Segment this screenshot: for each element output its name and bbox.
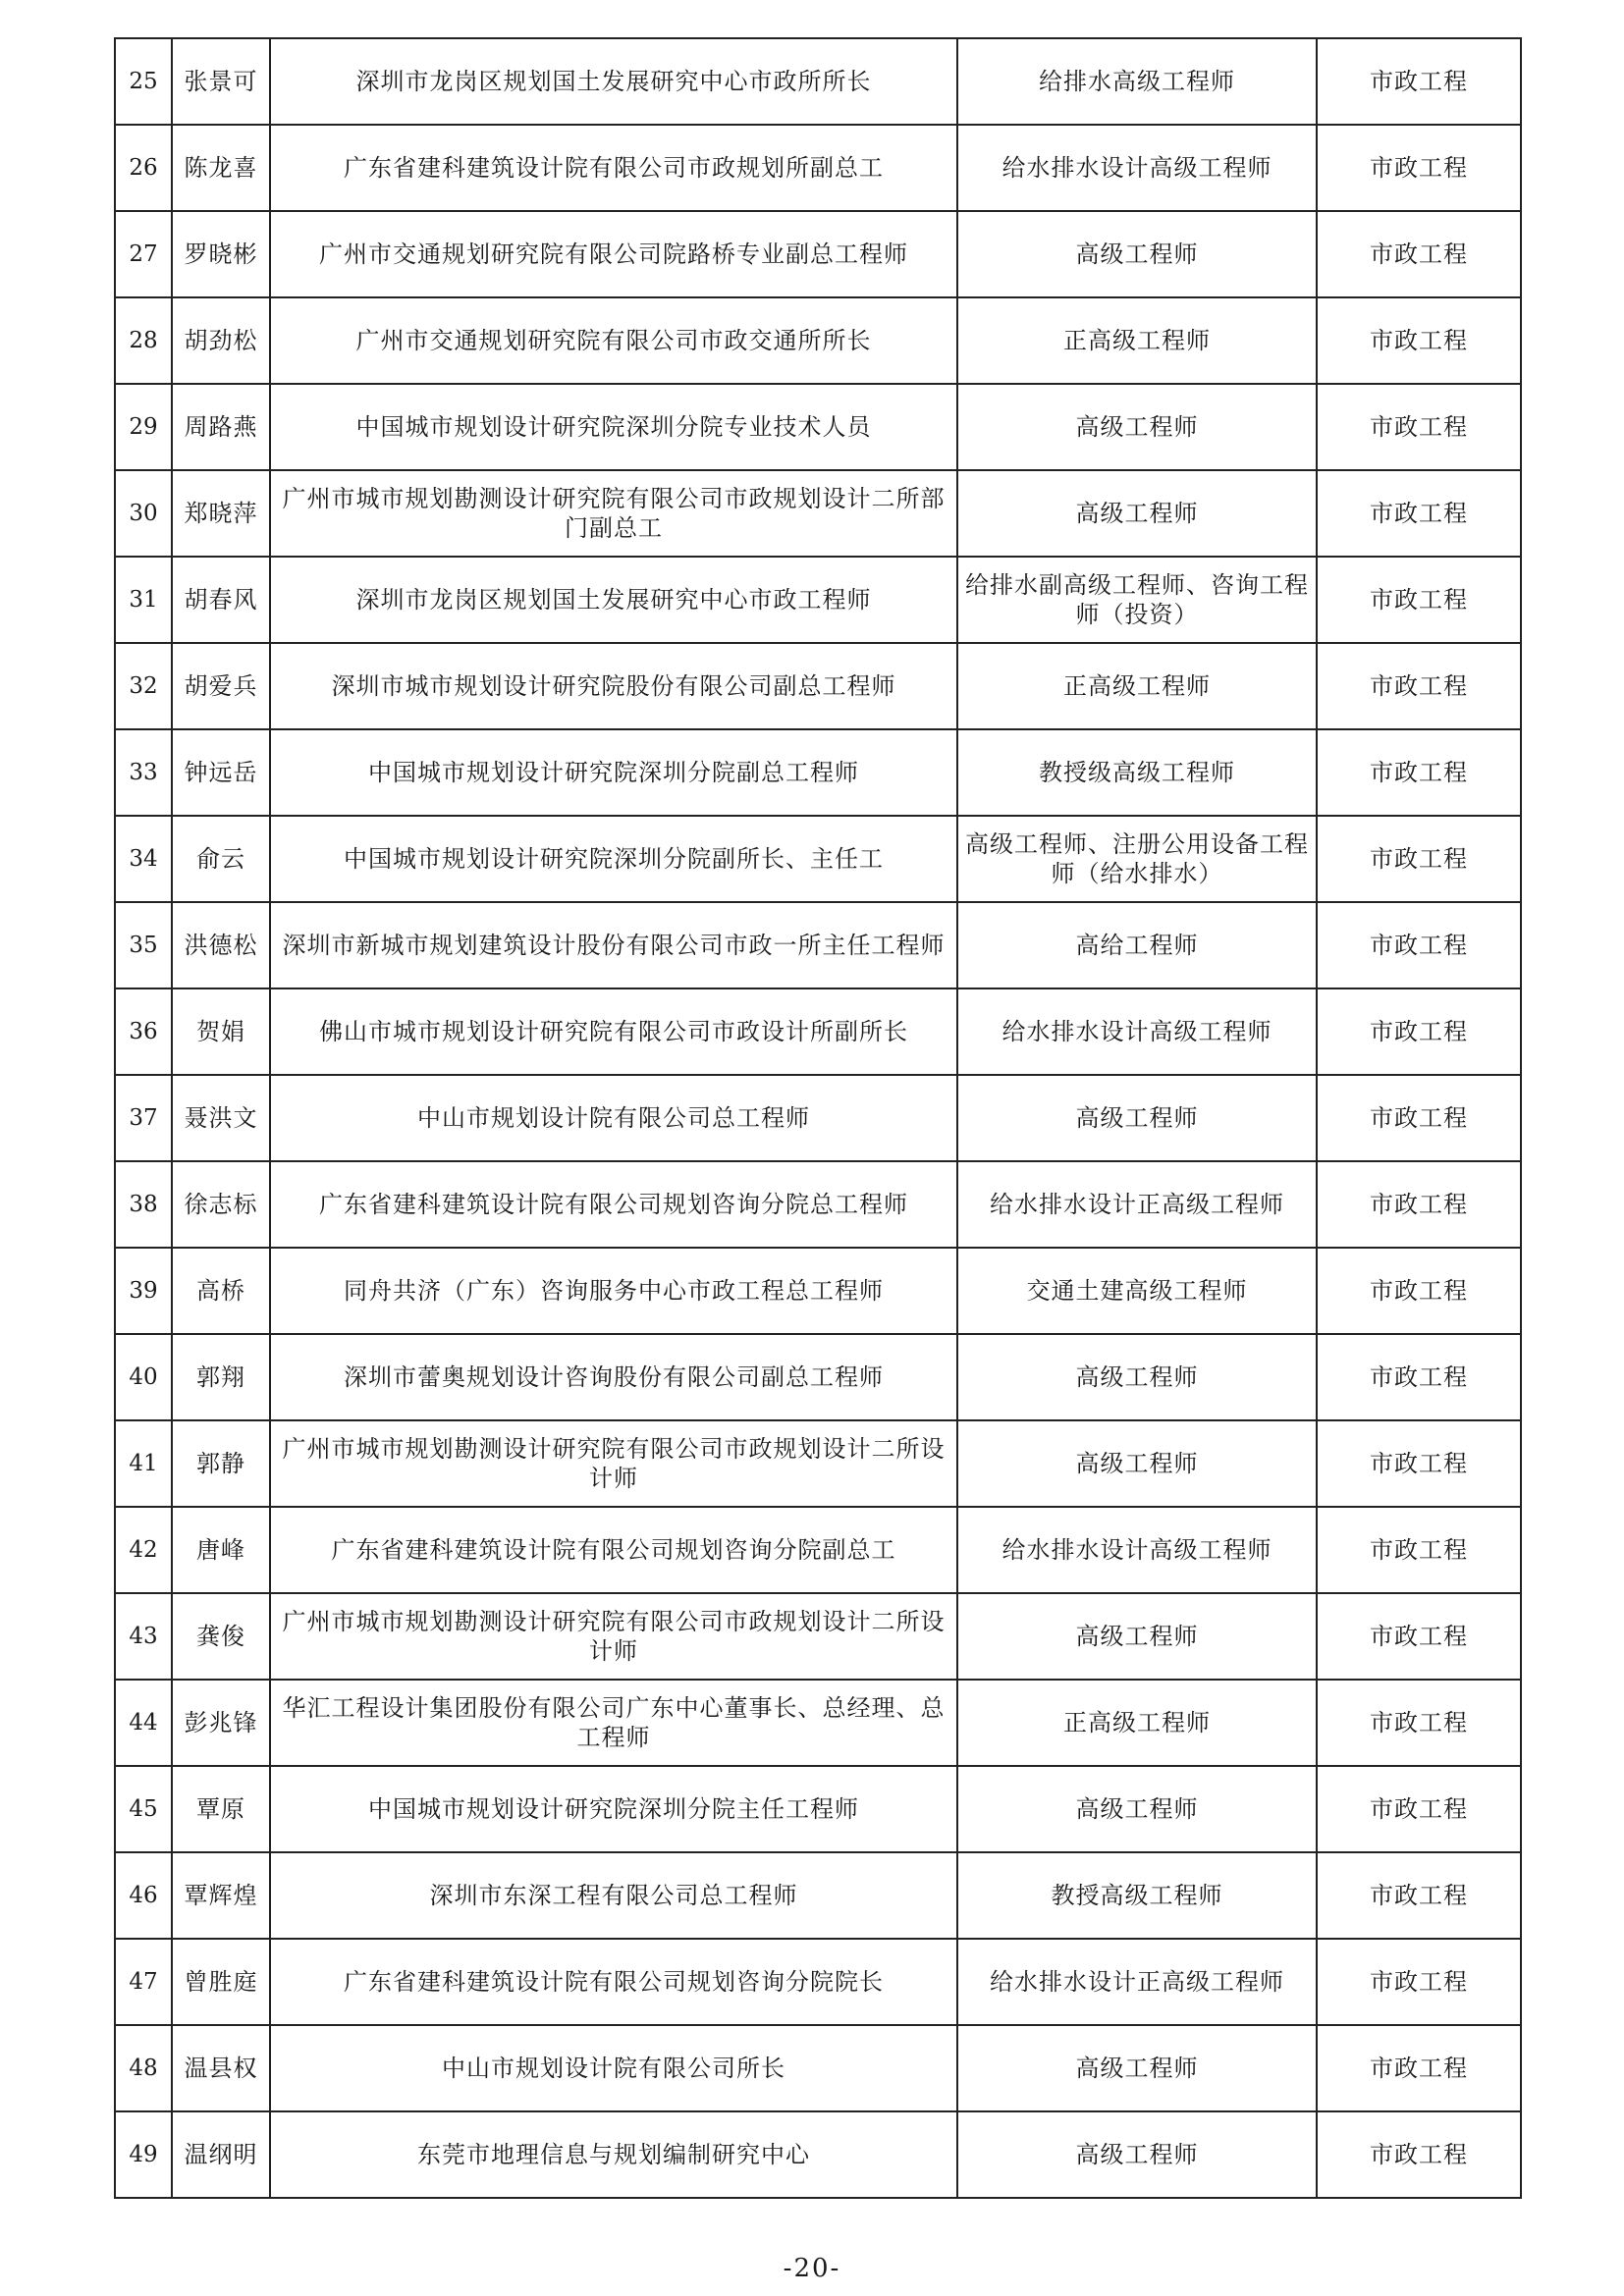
row-number: 27 bbox=[115, 211, 172, 297]
row-number: 46 bbox=[115, 1852, 172, 1939]
affiliation-title: 深圳市龙岗区规划国土发展研究中心市政所所长 bbox=[270, 38, 957, 125]
specialty-category: 市政工程 bbox=[1317, 125, 1521, 211]
affiliation-title: 深圳市龙岗区规划国土发展研究中心市政工程师 bbox=[270, 557, 957, 643]
specialty-category: 市政工程 bbox=[1317, 816, 1521, 902]
professional-qualification: 教授级高级工程师 bbox=[957, 729, 1317, 816]
row-number: 44 bbox=[115, 1680, 172, 1766]
professional-qualification: 高级工程师 bbox=[957, 470, 1317, 557]
row-number: 41 bbox=[115, 1420, 172, 1507]
specialty-category: 市政工程 bbox=[1317, 1420, 1521, 1507]
table-row bbox=[115, 816, 1521, 902]
table-row bbox=[115, 1939, 1521, 2025]
row-number: 38 bbox=[115, 1161, 172, 1248]
person-name: 龚俊 bbox=[172, 1593, 270, 1680]
person-name: 聂洪文 bbox=[172, 1075, 270, 1161]
person-name: 陈龙喜 bbox=[172, 125, 270, 211]
affiliation-title: 中国城市规划设计研究院深圳分院专业技术人员 bbox=[270, 384, 957, 470]
professional-qualification: 高级工程师 bbox=[957, 384, 1317, 470]
row-number: 33 bbox=[115, 729, 172, 816]
row-number: 34 bbox=[115, 816, 172, 902]
table-row bbox=[115, 125, 1521, 211]
person-name: 张景可 bbox=[172, 38, 270, 125]
specialty-category: 市政工程 bbox=[1317, 1075, 1521, 1161]
affiliation-title: 中山市规划设计院有限公司所长 bbox=[270, 2025, 957, 2111]
specialty-category: 市政工程 bbox=[1317, 729, 1521, 816]
professional-qualification: 正高级工程师 bbox=[957, 297, 1317, 384]
person-name: 温纲明 bbox=[172, 2111, 270, 2198]
person-name: 周路燕 bbox=[172, 384, 270, 470]
roster-body bbox=[115, 38, 1521, 2198]
table-row bbox=[115, 1334, 1521, 1420]
professional-qualification: 给水排水设计高级工程师 bbox=[957, 125, 1317, 211]
affiliation-title: 广州市交通规划研究院有限公司市政交通所所长 bbox=[270, 297, 957, 384]
table-row bbox=[115, 557, 1521, 643]
row-number: 43 bbox=[115, 1593, 172, 1680]
row-number: 45 bbox=[115, 1766, 172, 1852]
table-row bbox=[115, 1507, 1521, 1593]
table-row bbox=[115, 211, 1521, 297]
professional-qualification: 给水排水设计高级工程师 bbox=[957, 1507, 1317, 1593]
table-row bbox=[115, 902, 1521, 988]
row-number: 49 bbox=[115, 2111, 172, 2198]
affiliation-title: 东莞市地理信息与规划编制研究中心 bbox=[270, 2111, 957, 2198]
table-row bbox=[115, 1852, 1521, 1939]
professional-qualification: 高给工程师 bbox=[957, 902, 1317, 988]
person-name: 贺娟 bbox=[172, 988, 270, 1075]
row-number: 26 bbox=[115, 125, 172, 211]
professional-qualification: 高级工程师 bbox=[957, 211, 1317, 297]
row-number: 35 bbox=[115, 902, 172, 988]
affiliation-title: 深圳市城市规划设计研究院股份有限公司副总工程师 bbox=[270, 643, 957, 729]
person-name: 胡爱兵 bbox=[172, 643, 270, 729]
person-name: 高桥 bbox=[172, 1248, 270, 1334]
affiliation-title: 中国城市规划设计研究院深圳分院副所长、主任工 bbox=[270, 816, 957, 902]
row-number: 37 bbox=[115, 1075, 172, 1161]
table-row bbox=[115, 2111, 1521, 2198]
table-row bbox=[115, 988, 1521, 1075]
person-name: 胡春风 bbox=[172, 557, 270, 643]
professional-qualification: 给水排水设计高级工程师 bbox=[957, 988, 1317, 1075]
table-row bbox=[115, 1420, 1521, 1507]
specialty-category: 市政工程 bbox=[1317, 1334, 1521, 1420]
specialty-category: 市政工程 bbox=[1317, 2025, 1521, 2111]
row-number: 39 bbox=[115, 1248, 172, 1334]
row-number: 31 bbox=[115, 557, 172, 643]
person-name: 温县权 bbox=[172, 2025, 270, 2111]
professional-qualification: 正高级工程师 bbox=[957, 1680, 1317, 1766]
person-name: 钟远岳 bbox=[172, 729, 270, 816]
row-number: 40 bbox=[115, 1334, 172, 1420]
professional-qualification: 高级工程师 bbox=[957, 2025, 1317, 2111]
table-row bbox=[115, 297, 1521, 384]
specialty-category: 市政工程 bbox=[1317, 1507, 1521, 1593]
professional-qualification: 高级工程师 bbox=[957, 1334, 1317, 1420]
roster-sheet bbox=[114, 37, 1520, 2199]
person-name: 洪德松 bbox=[172, 902, 270, 988]
specialty-category: 市政工程 bbox=[1317, 1593, 1521, 1680]
table-row bbox=[115, 2025, 1521, 2111]
table-row bbox=[115, 1766, 1521, 1852]
professional-qualification: 高级工程师、注册公用设备工程师（给水排水） bbox=[957, 816, 1317, 902]
specialty-category: 市政工程 bbox=[1317, 38, 1521, 125]
affiliation-title: 佛山市城市规划设计研究院有限公司市政设计所副所长 bbox=[270, 988, 957, 1075]
row-number: 28 bbox=[115, 297, 172, 384]
person-name: 胡劲松 bbox=[172, 297, 270, 384]
table-row bbox=[115, 729, 1521, 816]
person-name: 唐峰 bbox=[172, 1507, 270, 1593]
table-row bbox=[115, 1680, 1521, 1766]
person-name: 郭静 bbox=[172, 1420, 270, 1507]
professional-qualification: 高级工程师 bbox=[957, 1766, 1317, 1852]
professional-qualification: 高级工程师 bbox=[957, 1075, 1317, 1161]
table-row bbox=[115, 1248, 1521, 1334]
affiliation-title: 中国城市规划设计研究院深圳分院主任工程师 bbox=[270, 1766, 957, 1852]
specialty-category: 市政工程 bbox=[1317, 557, 1521, 643]
affiliation-title: 中山市规划设计院有限公司总工程师 bbox=[270, 1075, 957, 1161]
professional-qualification: 正高级工程师 bbox=[957, 643, 1317, 729]
table-row bbox=[115, 1161, 1521, 1248]
table-row bbox=[115, 1593, 1521, 1680]
affiliation-title: 同舟共济（广东）咨询服务中心市政工程总工程师 bbox=[270, 1248, 957, 1334]
specialty-category: 市政工程 bbox=[1317, 1248, 1521, 1334]
person-name: 郑晓萍 bbox=[172, 470, 270, 557]
specialty-category: 市政工程 bbox=[1317, 988, 1521, 1075]
affiliation-title: 广州市城市规划勘测设计研究院有限公司市政规划设计二所部门副总工 bbox=[270, 470, 957, 557]
professional-qualification: 给排水高级工程师 bbox=[957, 38, 1317, 125]
specialty-category: 市政工程 bbox=[1317, 297, 1521, 384]
row-number: 36 bbox=[115, 988, 172, 1075]
affiliation-title: 广东省建科建筑设计院有限公司规划咨询分院总工程师 bbox=[270, 1161, 957, 1248]
person-name: 彭兆锋 bbox=[172, 1680, 270, 1766]
person-name: 曾胜庭 bbox=[172, 1939, 270, 2025]
specialty-category: 市政工程 bbox=[1317, 384, 1521, 470]
affiliation-title: 深圳市蕾奥规划设计咨询股份有限公司副总工程师 bbox=[270, 1334, 957, 1420]
row-number: 32 bbox=[115, 643, 172, 729]
professional-qualification: 给水排水设计正高级工程师 bbox=[957, 1161, 1317, 1248]
specialty-category: 市政工程 bbox=[1317, 1680, 1521, 1766]
page-number: -20- bbox=[783, 2254, 841, 2283]
table-row bbox=[115, 384, 1521, 470]
affiliation-title: 广州市城市规划勘测设计研究院有限公司市政规划设计二所设计师 bbox=[270, 1593, 957, 1680]
affiliation-title: 深圳市东深工程有限公司总工程师 bbox=[270, 1852, 957, 1939]
person-name: 覃辉煌 bbox=[172, 1852, 270, 1939]
person-name: 罗晓彬 bbox=[172, 211, 270, 297]
row-number: 29 bbox=[115, 384, 172, 470]
affiliation-title: 深圳市新城市规划建筑设计股份有限公司市政一所主任工程师 bbox=[270, 902, 957, 988]
professional-qualification: 高级工程师 bbox=[957, 2111, 1317, 2198]
person-name: 覃原 bbox=[172, 1766, 270, 1852]
professional-qualification: 高级工程师 bbox=[957, 1420, 1317, 1507]
specialty-category: 市政工程 bbox=[1317, 2111, 1521, 2198]
specialty-category: 市政工程 bbox=[1317, 902, 1521, 988]
table-row bbox=[115, 470, 1521, 557]
row-number: 30 bbox=[115, 470, 172, 557]
row-number: 25 bbox=[115, 38, 172, 125]
specialty-category: 市政工程 bbox=[1317, 1161, 1521, 1248]
professional-qualification: 交通土建高级工程师 bbox=[957, 1248, 1317, 1334]
affiliation-title: 广东省建科建筑设计院有限公司市政规划所副总工 bbox=[270, 125, 957, 211]
row-number: 48 bbox=[115, 2025, 172, 2111]
affiliation-title: 华汇工程设计集团股份有限公司广东中心董事长、总经理、总工程师 bbox=[270, 1680, 957, 1766]
table-row bbox=[115, 38, 1521, 125]
affiliation-title: 广东省建科建筑设计院有限公司规划咨询分院副总工 bbox=[270, 1507, 957, 1593]
table-row bbox=[115, 1075, 1521, 1161]
person-name: 郭翔 bbox=[172, 1334, 270, 1420]
person-name: 徐志标 bbox=[172, 1161, 270, 1248]
professional-qualification: 给水排水设计正高级工程师 bbox=[957, 1939, 1317, 2025]
specialty-category: 市政工程 bbox=[1317, 1939, 1521, 2025]
affiliation-title: 广州市交通规划研究院有限公司院路桥专业副总工程师 bbox=[270, 211, 957, 297]
affiliation-title: 广州市城市规划勘测设计研究院有限公司市政规划设计二所设计师 bbox=[270, 1420, 957, 1507]
affiliation-title: 中国城市规划设计研究院深圳分院副总工程师 bbox=[270, 729, 957, 816]
specialty-category: 市政工程 bbox=[1317, 211, 1521, 297]
professional-qualification: 高级工程师 bbox=[957, 1593, 1317, 1680]
row-number: 47 bbox=[115, 1939, 172, 2025]
roster-table bbox=[114, 37, 1522, 2199]
specialty-category: 市政工程 bbox=[1317, 1852, 1521, 1939]
row-number: 42 bbox=[115, 1507, 172, 1593]
person-name: 俞云 bbox=[172, 816, 270, 902]
professional-qualification: 给排水副高级工程师、咨询工程师（投资） bbox=[957, 557, 1317, 643]
specialty-category: 市政工程 bbox=[1317, 643, 1521, 729]
table-row bbox=[115, 643, 1521, 729]
professional-qualification: 教授高级工程师 bbox=[957, 1852, 1317, 1939]
affiliation-title: 广东省建科建筑设计院有限公司规划咨询分院院长 bbox=[270, 1939, 957, 2025]
specialty-category: 市政工程 bbox=[1317, 1766, 1521, 1852]
specialty-category: 市政工程 bbox=[1317, 470, 1521, 557]
